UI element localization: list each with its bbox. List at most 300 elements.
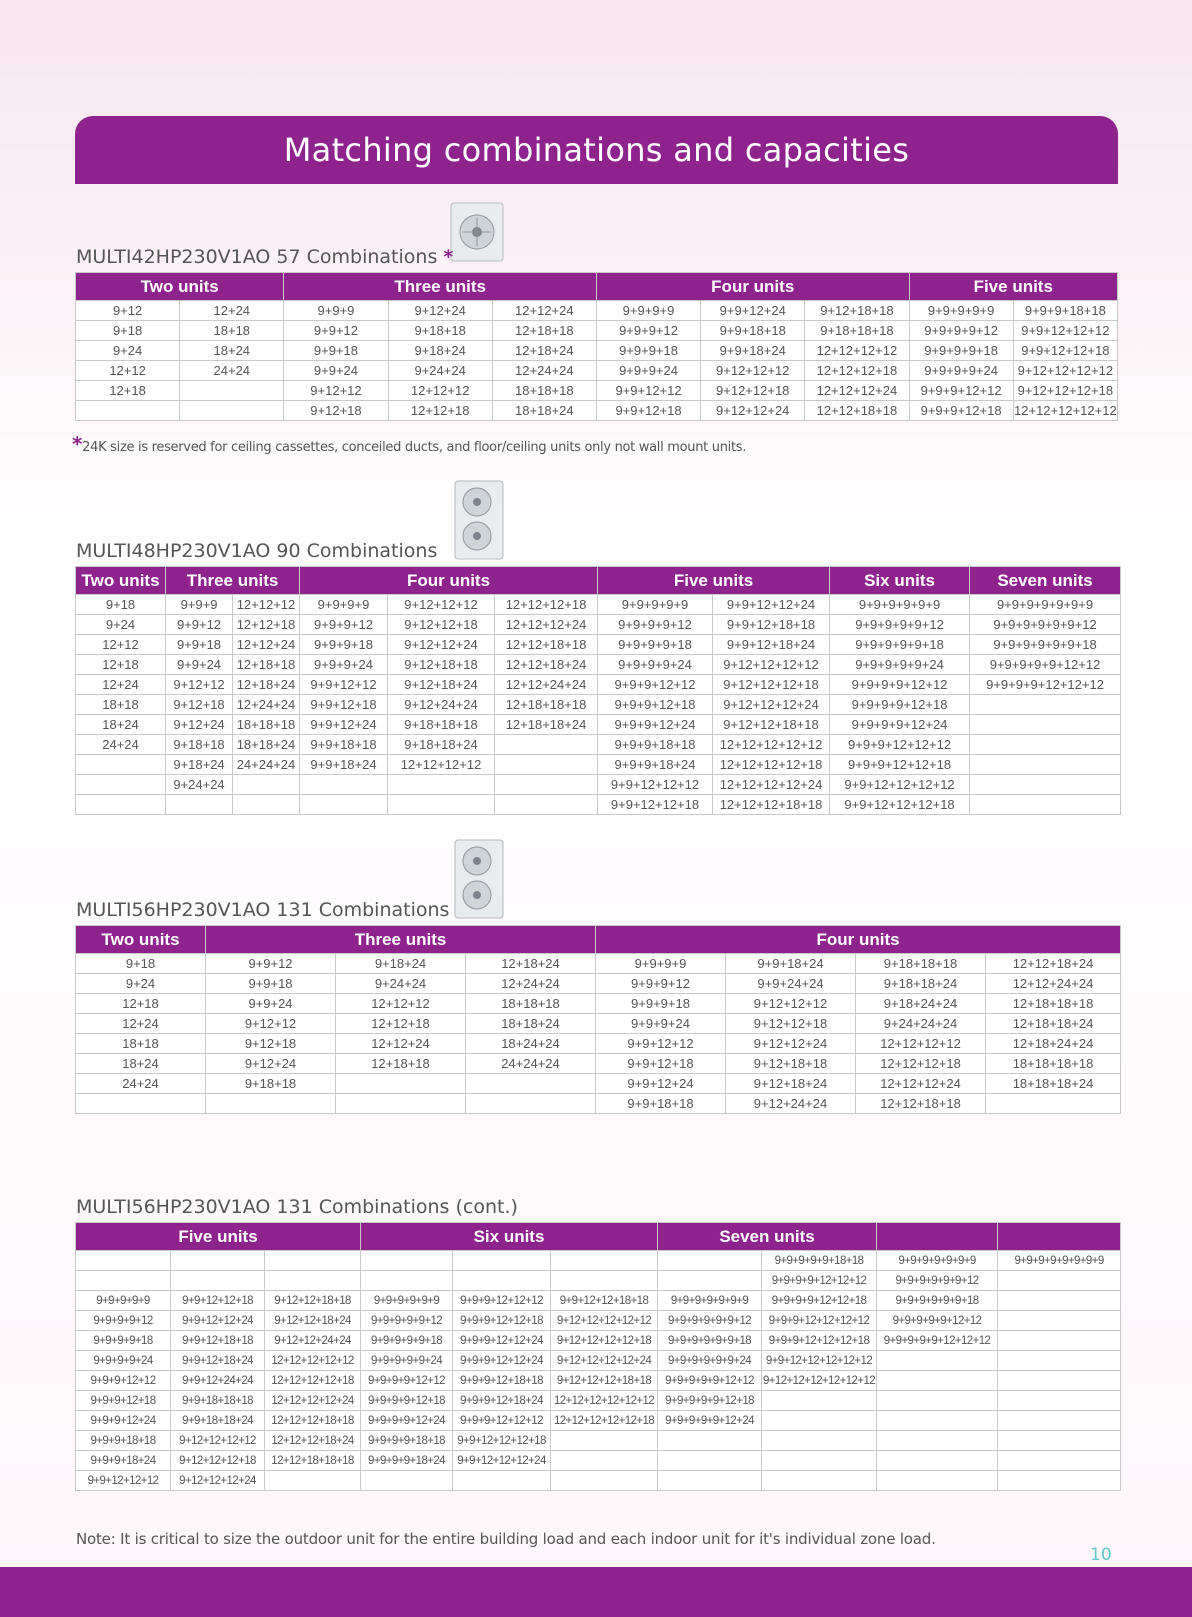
combination-cell [762, 1391, 877, 1411]
combination-cell: 9+9+9 [166, 595, 233, 615]
combination-cell: 12+18+18+18 [495, 695, 598, 715]
combination-cell: 9+9+12+12+12 [1013, 321, 1117, 341]
combination-cell: 9+9+12+12+24 [713, 595, 830, 615]
table-row [76, 615, 1121, 635]
table-row [76, 1371, 1121, 1391]
combination-cell: 9+9+9+9+9+12+12 [970, 655, 1121, 675]
section3-title: MULTI56HP230V1AO 131 Combinations [76, 899, 450, 921]
combination-cell: 9+9+9+12+12+12 [453, 1291, 551, 1311]
combination-cell [495, 775, 598, 795]
combination-cell: 9+12+18+18 [388, 655, 495, 675]
combination-cell: 9+9+9+9+9+9 [361, 1291, 453, 1311]
combination-cell: 9+9+9+18 [596, 994, 726, 1014]
combination-cell [300, 795, 388, 815]
combination-cell: 12+12+12+12+12 [265, 1351, 361, 1371]
combination-cell: 9+9+9+12+12 [76, 1371, 171, 1391]
combination-cell: 9+9+9+18 [596, 341, 700, 361]
table-row [76, 401, 1118, 421]
combination-cell [998, 1271, 1121, 1291]
combination-cell: 9+12+12+18+18 [713, 715, 830, 735]
combination-cell [877, 1351, 998, 1371]
combination-cell [76, 1094, 206, 1114]
combination-cell: 9+9+9+12 [596, 974, 726, 994]
combination-cell: 9+9+9+9+12 [598, 615, 713, 635]
combination-cell: 9+9+12+12+18 [1013, 341, 1117, 361]
combination-cell: 9+9+9+9+9+18+18 [762, 1251, 877, 1271]
combination-cell: 12+12+12+12+12 [713, 735, 830, 755]
combination-cell: 9+9+18 [206, 974, 336, 994]
combination-cell: 9+9+12+18+18 [713, 615, 830, 635]
combination-cell: 12+12+18 [388, 401, 492, 421]
combination-cell: 9+9+9+9 [596, 301, 700, 321]
table-row [76, 715, 1121, 735]
combination-cell: 9+9+9+9+9+12+12 [877, 1311, 998, 1331]
combination-cell: 9+9+9+12 [596, 321, 700, 341]
combination-cell [970, 775, 1121, 795]
combination-cell: 9+12+24+24 [388, 695, 495, 715]
combination-cell: 9+9+9+12+12 [598, 675, 713, 695]
combination-cell: 9+9+9+9+9+24 [830, 655, 970, 675]
combination-cell [877, 1431, 998, 1451]
page-title-banner [75, 116, 1118, 184]
combination-cell: 9+9+9+9+12+12 [830, 675, 970, 695]
combination-cell: 12+12+12+24 [495, 615, 598, 635]
combination-cell: 12+18 [76, 994, 206, 1014]
combination-cell: 12+24+24 [233, 695, 300, 715]
table-row [76, 1471, 1121, 1491]
combination-cell: 9+12+12+12 [388, 595, 495, 615]
combination-cell [233, 795, 300, 815]
combination-cell [361, 1251, 453, 1271]
combination-cell: 9+18+24+24 [856, 994, 986, 1014]
combination-cell [762, 1451, 877, 1471]
combination-cell: 12+18+24+24 [986, 1034, 1121, 1054]
combination-cell: 9+9+12+12+12+12+12 [762, 1351, 877, 1371]
combination-cell: 9+9+9+12+12+24 [453, 1331, 551, 1351]
combination-cell: 12+12+18+18 [856, 1094, 986, 1114]
combination-cell [998, 1451, 1121, 1471]
combination-cell: 12+12+24 [233, 635, 300, 655]
combination-cell: 9+12+12+12+12 [171, 1431, 265, 1451]
combination-cell: 9+9+18+18+24 [171, 1411, 265, 1431]
combination-cell: 9+9+12+18+24 [713, 635, 830, 655]
combination-cell: 9+12+24 [206, 1054, 336, 1074]
combination-cell: 9+9+12+18+18 [171, 1331, 265, 1351]
combination-cell [495, 795, 598, 815]
combination-cell: 9+9+18+18 [300, 735, 388, 755]
combination-cell: 9+9+9+9+9+24 [361, 1351, 453, 1371]
table-row [76, 341, 1118, 361]
combination-cell: 9+12+18 [284, 401, 388, 421]
combination-cell: 9+9+9+9+9+18 [830, 635, 970, 655]
combination-cell: 12+12+12+24 [856, 1074, 986, 1094]
combination-cell: 9+12+18 [166, 695, 233, 715]
combination-cell [265, 1251, 361, 1271]
table-row [76, 1311, 1121, 1331]
combination-cell: 9+24+24 [388, 361, 492, 381]
combination-cell: 18+18+18 [466, 994, 596, 1014]
combination-cell: 9+12+12+12+24 [713, 695, 830, 715]
combination-cell: 9+9+9+9+12+12+18 [762, 1291, 877, 1311]
section4-table [75, 1222, 1121, 1491]
combination-cell: 9+12+18+24 [388, 675, 495, 695]
combination-cell: 18+18 [76, 695, 166, 715]
combination-cell: 9+9+12+12+18 [171, 1291, 265, 1311]
combination-cell: 9+9+9+9+18 [598, 635, 713, 655]
combination-cell [762, 1431, 877, 1451]
combination-cell: 9+9+9+9+18 [76, 1331, 171, 1351]
combination-cell: 9+9+9+12+18 [598, 695, 713, 715]
combination-cell: 18+24 [76, 715, 166, 735]
combination-cell [171, 1271, 265, 1291]
combination-cell: 9+9+9+9+9+9+12 [970, 615, 1121, 635]
table-row [76, 755, 1121, 775]
combination-cell [970, 795, 1121, 815]
table-row [76, 1251, 1121, 1271]
combination-cell [998, 1471, 1121, 1491]
combination-cell: 9+24 [76, 341, 180, 361]
combination-cell: 9+18+18+18 [388, 715, 495, 735]
combination-cell: 9+12+12+18 [726, 1014, 856, 1034]
combination-cell [361, 1471, 453, 1491]
combination-cell: 18+18 [180, 321, 284, 341]
table-row [76, 381, 1118, 401]
combination-cell: 9+9+12+24+24 [171, 1371, 265, 1391]
combination-cell: 12+24+24 [492, 361, 596, 381]
combination-cell: 9+9+18+24 [300, 755, 388, 775]
combination-cell [76, 775, 166, 795]
combination-cell: 9+9+12+12 [596, 381, 700, 401]
outdoor-unit-image [449, 201, 505, 265]
column-group-header: Two units [76, 926, 206, 954]
combination-cell: 9+12+12+12+18 [171, 1451, 265, 1471]
table-row [76, 735, 1121, 755]
section4-title: MULTI56HP230V1AO 131 Combinations (cont.) [76, 1196, 518, 1218]
combination-cell: 9+24 [76, 615, 166, 635]
page-number: 10 [1090, 1545, 1112, 1565]
combination-cell [658, 1451, 762, 1471]
combination-cell [551, 1471, 658, 1491]
combination-cell: 12+12+12+12+24 [713, 775, 830, 795]
combination-cell: 9+9+9+9+9+12 [830, 615, 970, 635]
table-row [76, 1291, 1121, 1311]
combination-cell [551, 1431, 658, 1451]
combination-cell: 9+12+24+24 [726, 1094, 856, 1114]
combination-cell: 9+9+9+9+18+24 [361, 1451, 453, 1471]
combination-cell: 9+9+9+9+9+12+18 [658, 1391, 762, 1411]
combination-cell: 9+9+9+18+24 [598, 755, 713, 775]
combination-cell: 9+9+18 [166, 635, 233, 655]
combination-cell [551, 1271, 658, 1291]
combination-cell: 12+18+18+18 [986, 994, 1121, 1014]
combination-cell: 9+9+9+9+12+12 [361, 1371, 453, 1391]
combination-cell: 12+12+12+24 [805, 381, 909, 401]
combination-cell: 9+9+9+12+12+18 [453, 1311, 551, 1331]
combination-cell: 9+12 [76, 301, 180, 321]
column-group-header: Three units [206, 926, 596, 954]
combination-cell [551, 1251, 658, 1271]
column-group-header [998, 1223, 1121, 1251]
combination-cell [998, 1371, 1121, 1391]
section3-table [75, 925, 1121, 1114]
combination-cell: 12+12+18 [336, 1014, 466, 1034]
combination-cell: 9+9+9 [284, 301, 388, 321]
combination-cell: 18+24+24 [466, 1034, 596, 1054]
combination-cell: 24+24 [180, 361, 284, 381]
combination-cell: 12+18+18+24 [495, 715, 598, 735]
combination-cell: 9+12+12 [284, 381, 388, 401]
combination-cell [998, 1411, 1121, 1431]
combination-cell [265, 1271, 361, 1291]
combination-cell: 9+12+12 [206, 1014, 336, 1034]
note-text: Note: It is critical to size the outdoor unit for the entire building load and each indoor unit for it's individual zone load. [76, 1530, 936, 1548]
combination-cell: 12+18+24 [492, 341, 596, 361]
combination-cell [998, 1431, 1121, 1451]
combination-cell: 9+9+9+9+9+9+18 [658, 1331, 762, 1351]
combination-cell: 9+9+24 [166, 655, 233, 675]
combination-cell: 12+12+12+12+12+18 [551, 1411, 658, 1431]
combination-cell: 9+9+9+24 [596, 361, 700, 381]
combination-cell: 12+12+18 [233, 615, 300, 635]
combination-cell [361, 1271, 453, 1291]
combination-cell: 9+12+12+12+12+12+12 [762, 1371, 877, 1391]
combination-cell: 9+18+24 [388, 341, 492, 361]
footer-bar [0, 1567, 1192, 1617]
table-row [76, 1411, 1121, 1431]
combination-cell: 9+9+9+12+18+18 [453, 1371, 551, 1391]
combination-cell: 12+12+18+18 [495, 635, 598, 655]
combination-cell [877, 1411, 998, 1431]
combination-cell: 18+18+18 [233, 715, 300, 735]
combination-cell [877, 1471, 998, 1491]
combination-cell: 12+12+18+18 [805, 401, 909, 421]
combination-cell: 9+9+9+12+24 [598, 715, 713, 735]
combination-cell: 9+9+9+9+12+12+12 [762, 1271, 877, 1291]
combination-cell [998, 1331, 1121, 1351]
combination-cell: 9+9+18+18 [701, 321, 805, 341]
combination-cell: 9+9+9+12+12+12 [453, 1411, 551, 1431]
combination-cell: 9+9+9+9+9+9+18 [970, 635, 1121, 655]
combination-cell: 9+9+9+12 [300, 615, 388, 635]
combination-cell: 9+9+12+24 [701, 301, 805, 321]
combination-cell: 9+9+9+9+12+18 [361, 1391, 453, 1411]
combination-cell: 9+12+12+12+12+12 [551, 1311, 658, 1331]
combination-cell [970, 695, 1121, 715]
combination-cell [970, 715, 1121, 735]
combination-cell [76, 401, 180, 421]
combination-cell: 9+12+12+24 [726, 1034, 856, 1054]
combination-cell [877, 1391, 998, 1411]
combination-cell: 9+9+9+9+9+12 [361, 1311, 453, 1331]
combination-cell: 9+9+12 [166, 615, 233, 635]
combination-cell: 9+12+18+24 [726, 1074, 856, 1094]
combination-cell: 9+24 [76, 974, 206, 994]
combination-cell: 9+18+18 [206, 1074, 336, 1094]
combination-cell: 9+9+18+18 [596, 1094, 726, 1114]
combination-cell: 9+9+9+12+18+24 [453, 1391, 551, 1411]
combination-cell: 18+18+18+18 [986, 1054, 1121, 1074]
combination-cell [180, 381, 284, 401]
combination-cell: 12+18+24 [466, 954, 596, 974]
combination-cell: 9+9+9+12+18 [76, 1391, 171, 1411]
combination-cell: 9+9+9+9+9+9+12 [877, 1271, 998, 1291]
section1-table [75, 272, 1118, 421]
outdoor-unit-image [453, 479, 505, 561]
combination-cell [76, 795, 166, 815]
combination-cell: 9+9+9+18+18 [1013, 301, 1117, 321]
combination-cell: 24+24 [76, 735, 166, 755]
combination-cell: 9+12+12+24 [388, 635, 495, 655]
combination-cell: 12+12+18+24 [495, 655, 598, 675]
table-row [76, 954, 1121, 974]
combination-cell: 9+9+9+18+24 [76, 1451, 171, 1471]
combination-cell [233, 775, 300, 795]
combination-cell [76, 1251, 171, 1271]
combination-cell [998, 1351, 1121, 1371]
combination-cell [336, 1094, 466, 1114]
combination-cell [453, 1471, 551, 1491]
combination-cell: 9+9+18 [284, 341, 388, 361]
column-group-header: Two units [76, 273, 284, 301]
combination-cell: 12+24 [76, 1014, 206, 1034]
table-row [76, 595, 1121, 615]
combination-cell: 12+18+24 [233, 675, 300, 695]
table-row [76, 1391, 1121, 1411]
combination-cell: 9+9+9+18+18 [76, 1431, 171, 1451]
combination-cell: 9+9+12+18 [300, 695, 388, 715]
combination-cell [466, 1074, 596, 1094]
combination-cell: 12+12+12+18+18 [713, 795, 830, 815]
combination-cell: 9+9+9+9+9+9+9 [970, 595, 1121, 615]
combination-cell: 9+9+9+9+12+12+12 [970, 675, 1121, 695]
combination-cell [206, 1094, 336, 1114]
combination-cell: 12+12+12+12 [856, 1034, 986, 1054]
combination-cell: 9+9+12 [206, 954, 336, 974]
combination-cell: 9+9+9+9+18+18 [361, 1431, 453, 1451]
combination-cell: 12+12+12+12 [388, 755, 495, 775]
combination-cell: 12+12+12+12+18 [713, 755, 830, 775]
combination-cell [762, 1411, 877, 1431]
combination-cell: 9+9+12+12+12+24 [453, 1451, 551, 1471]
combination-cell: 9+12+12+24 [701, 401, 805, 421]
combination-cell: 9+12+24 [388, 301, 492, 321]
combination-cell [658, 1251, 762, 1271]
combination-cell: 9+18+18+18 [856, 954, 986, 974]
combination-cell: 9+9+9+24 [596, 1014, 726, 1034]
combination-cell: 9+9+9+9+24 [909, 361, 1013, 381]
combination-cell [495, 735, 598, 755]
combination-cell: 18+18 [76, 1034, 206, 1054]
combination-cell: 18+24 [76, 1054, 206, 1074]
combination-cell: 9+9+9+9 [596, 954, 726, 974]
combination-cell: 9+9+9+9+12+24 [361, 1411, 453, 1431]
combination-cell: 9+9+9+9+9+12+24 [658, 1411, 762, 1431]
combination-cell [658, 1471, 762, 1491]
combination-cell: 12+18 [76, 655, 166, 675]
combination-cell [551, 1451, 658, 1471]
combination-cell [998, 1291, 1121, 1311]
combination-cell: 9+9+12+12+12+18 [453, 1431, 551, 1451]
combination-cell: 9+9+9+9+9+12+12 [658, 1371, 762, 1391]
combination-cell [970, 755, 1121, 775]
combination-cell: 9+9+12+24 [300, 715, 388, 735]
combination-cell: 9+9+9+9+9+9+18 [877, 1291, 998, 1311]
combination-cell: 9+9+9+9 [300, 595, 388, 615]
combination-cell [76, 755, 166, 775]
combination-cell [180, 401, 284, 421]
combination-cell: 9+12+12+18 [388, 615, 495, 635]
combination-cell [970, 735, 1121, 755]
combination-cell: 12+12 [76, 635, 166, 655]
combination-cell: 9+12+18+18 [726, 1054, 856, 1074]
combination-cell: 9+18+24 [166, 755, 233, 775]
combination-cell: 12+12+24+24 [495, 675, 598, 695]
table-row [76, 1094, 1121, 1114]
combination-cell [388, 795, 495, 815]
table-row [76, 321, 1118, 341]
combination-cell: 9+12+12+18 [701, 381, 805, 401]
combination-cell: 12+12+12+18 [805, 361, 909, 381]
combination-cell: 9+9+9+12+12 [909, 381, 1013, 401]
combination-cell [986, 1094, 1121, 1114]
column-group-header: Seven units [658, 1223, 877, 1251]
combination-cell: 18+18+24 [492, 401, 596, 421]
combination-cell: 9+9+9+12+12+12 [830, 735, 970, 755]
column-group-header: Five units [909, 273, 1117, 301]
combination-cell: 12+12+12 [388, 381, 492, 401]
combination-cell [76, 1271, 171, 1291]
combination-cell: 12+12+12+12+18 [265, 1371, 361, 1391]
table-row [76, 1054, 1121, 1074]
combination-cell: 9+9+9+9+9+9+9 [658, 1291, 762, 1311]
combination-cell: 9+12+12+12+18+18 [551, 1371, 658, 1391]
combination-cell: 12+12+24+24 [986, 974, 1121, 994]
section1-title: MULTI42HP230V1AO 57 Combinations * [76, 246, 454, 268]
combination-cell: 9+12+12+24+24 [265, 1331, 361, 1351]
combination-cell: 9+9+9+9+9+9 [830, 595, 970, 615]
combination-cell: 9+9+9+9+9+9+9 [877, 1251, 998, 1271]
combination-cell: 9+9+12+18 [596, 1054, 726, 1074]
combination-cell [466, 1094, 596, 1114]
combination-cell: 9+9+12+12+18+18 [551, 1291, 658, 1311]
combination-cell [998, 1391, 1121, 1411]
combination-cell [877, 1371, 998, 1391]
combination-cell: 9+9+9+9+12 [76, 1311, 171, 1331]
combination-cell: 9+18 [76, 595, 166, 615]
combination-cell: 9+9+18+24 [701, 341, 805, 361]
combination-cell: 9+12+12 [166, 675, 233, 695]
table-row [76, 1034, 1121, 1054]
combination-cell: 9+9+18+24 [726, 954, 856, 974]
combination-cell: 9+18+18+18 [805, 321, 909, 341]
combination-cell: 9+9+9+9+9 [909, 301, 1013, 321]
combination-cell: 9+12+12+12+12 [713, 655, 830, 675]
combination-cell: 12+18+18+24 [986, 1014, 1121, 1034]
column-group-header: Three units [166, 567, 300, 595]
combination-cell: 9+18+24 [336, 954, 466, 974]
combination-cell: 9+9+9+12+12+12+18 [762, 1331, 877, 1351]
combination-cell: 18+18+18 [492, 381, 596, 401]
combination-cell: 12+12+12 [233, 595, 300, 615]
combination-cell: 12+24+24 [466, 974, 596, 994]
combination-cell: 9+24+24 [336, 974, 466, 994]
combination-cell: 9+9+9+9+9+9+24 [658, 1351, 762, 1371]
table-row [76, 994, 1121, 1014]
combination-cell: 9+9+12+12+24 [171, 1311, 265, 1331]
combination-cell: 12+12 [76, 361, 180, 381]
combination-cell: 9+9+9+9+12+24 [830, 715, 970, 735]
section2-table [75, 566, 1121, 815]
